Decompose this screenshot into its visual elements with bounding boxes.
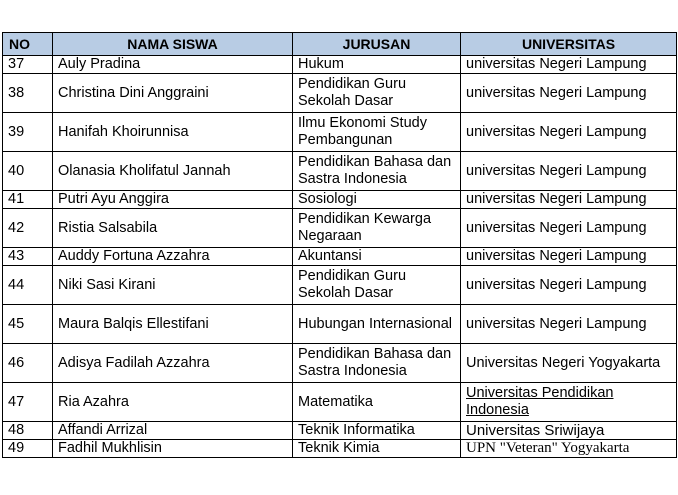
cell-jurusan: Pendidikan Guru Sekolah Dasar — [293, 74, 461, 113]
cell-nama: Niki Sasi Kirani — [53, 266, 293, 305]
cell-universitas-text: Universitas Pendidikan Indonesia — [466, 385, 614, 418]
cell-no: 37 — [3, 56, 53, 74]
cell-no: 48 — [3, 422, 53, 440]
table-row — [3, 113, 677, 152]
table-row — [3, 248, 677, 266]
cell-jurusan: Pendidikan Kewarga Negaraan — [293, 209, 461, 248]
cell-no: 44 — [3, 266, 53, 305]
table-row — [3, 440, 677, 458]
cell-nama: Adisya Fadilah Azzahra — [53, 344, 293, 383]
cell-universitas: UPN "Veteran" Yogyakarta — [461, 440, 677, 458]
cell-universitas: universitas Negeri Lampung — [461, 209, 677, 248]
table-row — [3, 383, 677, 422]
table-row — [3, 152, 677, 191]
cell-jurusan: Pendidikan Bahasa dan Sastra Indonesia — [293, 344, 461, 383]
table-row — [3, 191, 677, 209]
table-row — [3, 74, 677, 113]
header-jurusan: JURUSAN — [293, 33, 461, 56]
table-row — [3, 56, 677, 74]
cell-no: 43 — [3, 248, 53, 266]
cell-nama: Maura Balqis Ellestifani — [53, 305, 293, 344]
cell-universitas: universitas Negeri Lampung — [461, 305, 677, 344]
cell-jurusan: Hukum — [293, 56, 461, 74]
cell-jurusan: Matematika — [293, 383, 461, 422]
header-nama-siswa: NAMA SISWA — [53, 33, 293, 56]
cell-nama: Christina Dini Anggraini — [53, 74, 293, 113]
header-universitas: UNIVERSITAS — [461, 33, 677, 56]
cell-universitas: Universitas Sriwijaya — [461, 422, 677, 440]
cell-universitas: universitas Negeri Lampung — [461, 113, 677, 152]
table-row — [3, 422, 677, 440]
cell-no: 41 — [3, 191, 53, 209]
cell-no: 42 — [3, 209, 53, 248]
header-no: NO — [3, 33, 53, 56]
cell-nama: Auddy Fortuna Azzahra — [53, 248, 293, 266]
cell-jurusan: Teknik Kimia — [293, 440, 461, 458]
cell-jurusan: Pendidikan Bahasa dan Sastra Indonesia — [293, 152, 461, 191]
cell-nama: Auly Pradina — [53, 56, 293, 74]
cell-nama: Hanifah Khoirunnisa — [53, 113, 293, 152]
table-row — [3, 305, 677, 344]
cell-nama: Ria Azahra — [53, 383, 293, 422]
cell-jurusan: Hubungan Internasional — [293, 305, 461, 344]
cell-universitas: universitas Negeri Lampung — [461, 191, 677, 209]
table-row — [3, 266, 677, 305]
cell-no: 38 — [3, 74, 53, 113]
cell-universitas: universitas Negeri Lampung — [461, 56, 677, 74]
cell-no: 40 — [3, 152, 53, 191]
cell-universitas: Universitas Negeri Yogyakarta — [461, 344, 677, 383]
cell-jurusan: Sosiologi — [293, 191, 461, 209]
cell-no: 47 — [3, 383, 53, 422]
cell-universitas: universitas Negeri Lampung — [461, 248, 677, 266]
cell-jurusan: Ilmu Ekonomi Study Pembangunan — [293, 113, 461, 152]
cell-jurusan: Teknik Informatika — [293, 422, 461, 440]
cell-no: 45 — [3, 305, 53, 344]
table-row — [3, 344, 677, 383]
table-header-row — [3, 33, 677, 56]
cell-jurusan: Akuntansi — [293, 248, 461, 266]
cell-nama: Affandi Arrizal — [53, 422, 293, 440]
cell-no: 49 — [3, 440, 53, 458]
cell-universitas: universitas Negeri Lampung — [461, 266, 677, 305]
cell-no: 46 — [3, 344, 53, 383]
student-university-table — [2, 32, 677, 458]
cell-universitas: universitas Negeri Lampung — [461, 74, 677, 113]
table-row — [3, 209, 677, 248]
cell-jurusan: Pendidikan Guru Sekolah Dasar — [293, 266, 461, 305]
cell-nama: Olanasia Kholifatul Jannah — [53, 152, 293, 191]
cell-universitas: universitas Negeri Lampung — [461, 152, 677, 191]
cell-no: 39 — [3, 113, 53, 152]
cell-nama: Fadhil Mukhlisin — [53, 440, 293, 458]
cell-nama: Putri Ayu Anggira — [53, 191, 293, 209]
cell-universitas — [461, 383, 677, 422]
cell-nama: Ristia Salsabila — [53, 209, 293, 248]
